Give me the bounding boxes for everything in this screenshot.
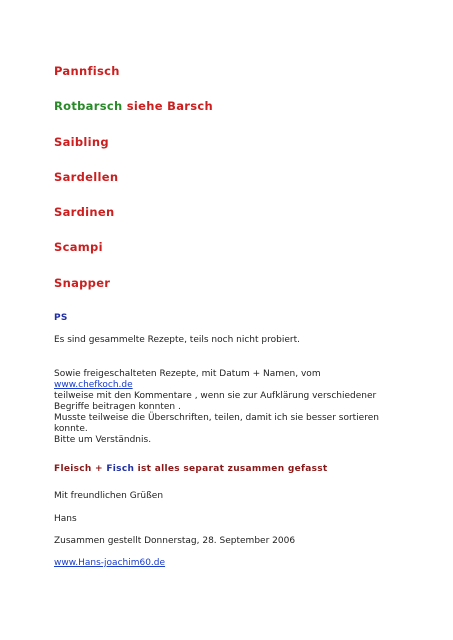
heading-scampi: Scampi xyxy=(54,240,103,254)
ps-paragraph-line: Bitte um Verständnis. xyxy=(54,435,152,445)
ps-paragraph-line: Musste teilweise die Überschriften, teilen, damit ich sie besser sortieren xyxy=(54,413,379,423)
ps-paragraph-line: teilweise mit den Kommentare , wenn sie zur Aufklärung verschiedener xyxy=(54,391,377,401)
note-rest: ist alles separat zusammen gefasst xyxy=(134,464,328,474)
heading-pannfisch: Pannfisch xyxy=(54,64,120,78)
heading-snapper: Snapper xyxy=(54,276,111,290)
ps-paragraph-line: konnte. xyxy=(54,424,88,434)
website-line xyxy=(54,558,165,569)
ps-label: PS xyxy=(54,313,68,323)
heading-rotbarsch-name: Rotbarsch xyxy=(54,99,123,113)
heading-saibling: Saibling xyxy=(54,135,109,149)
greeting: Mit freundlichen Grüßen xyxy=(54,491,164,501)
ps-paragraph-line: Sowie freigeschalteten Rezepte, mit Datum + Namen, vom xyxy=(54,369,321,379)
ps-paragraph xyxy=(54,369,379,446)
author-name: Hans xyxy=(54,514,77,524)
heading-sardellen: Sardellen xyxy=(54,170,119,184)
note-plus: + xyxy=(91,464,107,474)
chefkoch-link[interactable]: www.chefkoch.de xyxy=(54,380,133,390)
heading-rotbarsch-ref: siehe Barsch xyxy=(122,99,213,113)
note-fleisch: Fleisch xyxy=(54,464,92,474)
ps-collected-text: Es sind gesammelte Rezepte, teils noch nicht probiert. xyxy=(54,335,300,345)
heading-rotbarsch xyxy=(54,99,213,113)
website-link[interactable]: www.Hans-joachim60.de xyxy=(54,558,166,568)
heading-sardinen: Sardinen xyxy=(54,205,115,219)
note-fisch: Fisch xyxy=(106,464,135,474)
compiled-date: Zusammen gestellt Donnerstag, 28. September 2006 xyxy=(54,536,296,546)
ps-paragraph-line: Begriffe beitragen konnten . xyxy=(54,402,181,412)
note-separate xyxy=(54,464,328,474)
